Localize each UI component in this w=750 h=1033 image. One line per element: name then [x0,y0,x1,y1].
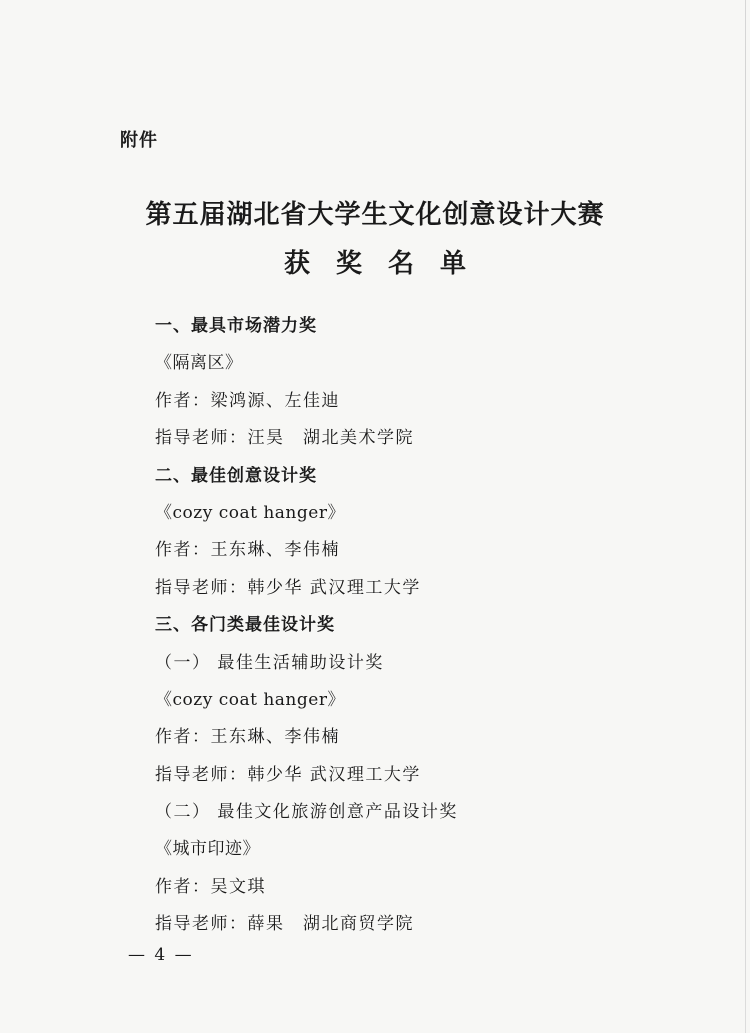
subsection-heading: （一） 最佳生活辅助设计奖 [155,652,384,673]
attachment-label: 附件 [120,130,158,151]
page-number: — 4 — [128,945,194,965]
work-title: 《cozy coat hanger》 [155,502,345,523]
work-title: 《cozy coat hanger》 [155,689,345,710]
award-list [155,308,715,944]
author-line: 作者：王东琳、李伟楠 [155,540,340,561]
section-heading-best-creative: 二、最佳创意设计奖 [155,465,317,486]
work-title: 《隔离区》 [155,353,243,374]
section-heading-market-potential: 一、最具市场潜力奖 [155,316,317,336]
section-heading-category-best: 三、各门类最佳设计奖 [155,615,335,636]
advisor-line: 指导老师：韩少华 武汉理工大学 [155,764,421,785]
author-line: 作者：吴文琪 [155,876,266,897]
subsection-heading: （二） 最佳文化旅游创意产品设计奖 [155,802,458,823]
advisor-line: 指导老师：韩少华 武汉理工大学 [155,577,421,598]
document-subtitle: 获奖名单 [283,249,492,279]
advisor-line: 指导老师：薛果 湖北商贸学院 [155,914,414,935]
author-line: 作者：王东琳、李伟楠 [155,727,340,748]
scan-edge [745,0,746,1033]
advisor-line: 指导老师：汪昊 湖北美术学院 [155,428,414,449]
document-title: 第五届湖北省大学生文化创意设计大赛 [145,200,605,230]
work-title: 《城市印迹》 [155,839,260,860]
author-line: 作者：梁鸿源、左佳迪 [155,390,340,411]
